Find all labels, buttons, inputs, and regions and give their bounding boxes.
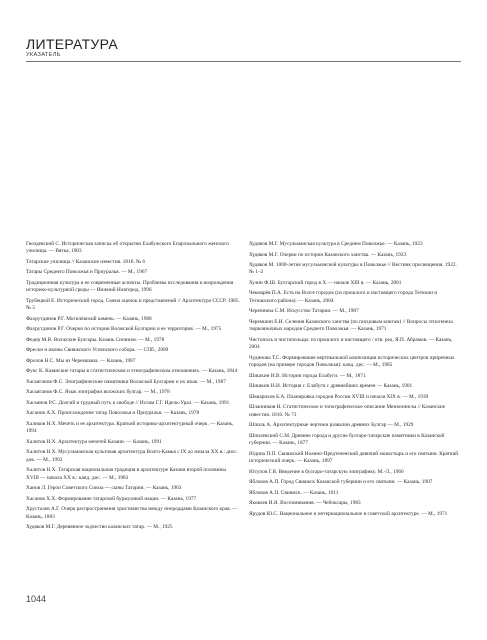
bibliography-entry: Татары Среднего Поволжья и Приуралья. — М., 1967 bbox=[26, 269, 148, 276]
bibliography-entry: Яблоков А.П. Свияжск. — Казань, 1911 bbox=[249, 489, 339, 496]
bibliography-entry: Хасьянов Р.С. Долгий и трудный путь к свободе // Ислам Г.Г. Идель-Урал. — Казань, 1991 bbox=[26, 399, 230, 406]
page-title: ЛИТЕРАТУРА bbox=[26, 36, 118, 52]
bibliography-entry: Худяков М.Г. Деревянное зодчество казанских татар. — М., 1925 bbox=[26, 524, 173, 531]
bibliography-entry: Традиционная культура и ее современные аспекты. Проблемы исследования и возрождения историко-культурной среды — Нижний Новгород, 1996 bbox=[26, 279, 234, 294]
bibliography-entry: Халитов Н.Х. Архитектура мечетей Казани. — Казань, 1991 bbox=[26, 438, 162, 445]
bibliography-entry: Халиков Н.Х. Мечеть и ее архитектура. Краткий историко-архитектурный очерк. — Казань, 1994 bbox=[26, 420, 234, 435]
bibliography-entry: Яблоков А.П. Город Свияжск Казанской губернии и его святыни. — Казань, 1907 bbox=[249, 479, 433, 486]
bibliography-entry: Чекмарёв П.А. Есть на Волге городок (из прошлого и настоящего города Тетюши и Тетюшского района). — Казань, 2004 bbox=[249, 290, 438, 304]
bibliography-entry: Фукс К. Казанские татары в статистическом и этнографическом отношениях. — Казань, 1844 bbox=[26, 368, 238, 375]
bibliography-entry: Фролов Н.С. Мы из Черемшана. — Казань, 1987 bbox=[26, 357, 136, 364]
bibliography-entry: Хасанов Х.Х. Формирование татарской буржуазной нации. — Казань, 1977 bbox=[26, 495, 197, 502]
header-rule bbox=[26, 61, 461, 62]
bibliography-entry: Фахрутдинов Р.Г. Очерки по истории Волжской Булгарии и ее территория. — М., 1975 bbox=[26, 326, 222, 333]
bibliography-entry: Фахрутдинов Р.Г. Могилёвский камень. — Казань, 1988 bbox=[26, 315, 152, 322]
bibliography-entry: Хасьяганов Ф.С. Эпиграфические памятники Волжской Булгарии и их язык. — М., 1987 bbox=[26, 378, 226, 385]
bibliography-column-left bbox=[26, 241, 240, 535]
bibliography-entry: Ханов Л. Герои Советского Союза — сыны Татарии. — Казань, 1963 bbox=[26, 485, 182, 492]
bibliography-entry: Ярудов Ю.С. Национальное и интернациональное в советской архитектуре. — М., 1971 bbox=[249, 510, 448, 517]
bibliography-entry: Шишкин Н.И. История г. Елабуги с древнейших времен — Казань, 1901 bbox=[249, 383, 413, 390]
bibliography-entry: Халитов Н.Х. Мусульманская культовая архитектура Волго-Камья с IX до начала XX в.: дисс. док. — М., 1992 bbox=[26, 449, 238, 463]
bibliography-entry: Хрусталев А.Г. Очерк распространения христианства между инородцами Казанского края. — Казань, 1883 bbox=[26, 506, 238, 520]
bibliography-entry: Яковлев И.Я. Воспоминания. — Чебоксары, 1983 bbox=[249, 500, 361, 507]
bibliography-entry: Черепнина С.М. Искусство Татарии. — М., 1987 bbox=[249, 308, 359, 315]
bibliography-column-right bbox=[249, 241, 463, 521]
bibliography-entry: Халитов Н.Х. Татарская национальная традиция в архитектуре Казани второй половины XVIII — начала XX в.: канд. дис. — М., 1983 bbox=[26, 467, 226, 481]
bibliography-entry: Хузин Ф.Ш. Булгарский город в X — начале XIII в. — Казань, 2001 bbox=[249, 279, 402, 286]
bibliography-entry: Худяков М. 1000-летие мусульманской культуры в Поволжье // Вестник просвещения. 1922. № 1–2 bbox=[249, 262, 457, 276]
page-subtitle: УКАЗАТЕЛЬ bbox=[26, 52, 61, 58]
bibliography-entry: Хасанов А.Х. Происхождение татар Поволжья и Приуралья. — Казань, 1978 bbox=[26, 410, 200, 417]
bibliography-entry: Чудинова Т.С. Формирование вертикальной композиции исторических центров приречных городов (на примере городов Поволжья): канд. дис. — М., 1985 bbox=[249, 354, 455, 369]
bibliography-entry: Трубецкой Е. Исторический город. Смена оценок и представлений // Архитектура СССР. 1985. № 5 bbox=[26, 297, 240, 312]
bibliography-entry: Татарские училища // Казанские известия. 1816. № 6 bbox=[26, 258, 146, 265]
bibliography-entry: Юдина П.П. Свияжский Иоанно-Предтеченский девичий монастырь и его святыни. Краткий исторический очерк. — Казань, 1897 bbox=[249, 450, 459, 465]
bibliography-entry: Худяков М.Г. Очерки по истории Казанского ханства. — Казань, 1923 bbox=[249, 251, 407, 258]
bibliography-entry: Шпилевский С.М. Древние города и другие булгаро-татарские памятники в Казанской губернии. — Казань, 1877 bbox=[249, 432, 445, 447]
bibliography-entry: Худяков М.Г. Мусульманская культура в Среднем Поволжье. — Казань, 1923 bbox=[249, 241, 423, 247]
bibliography-entry: Федер М.В. Волжские Булгары. Казань Сионизм. — М., 1978 bbox=[26, 336, 165, 343]
bibliography-entry: Чистополь и чистопольцы: из прошлого и настоящего / отв. ред. Я.П. Абрамов. — Казань, 2004 bbox=[249, 336, 453, 351]
page-number: 1044 bbox=[26, 594, 47, 604]
bibliography-entry: Хасьяганов Ф.С. Язык эпиграфии волжских булгар. — М., 1978 bbox=[26, 389, 170, 396]
bibliography-entry: Фрески и иконы Свияжского Успенского собора. — СПб., 2009 bbox=[26, 347, 169, 354]
bibliography-entry: Шкварихов Б.А. Планировка городов России XVIII и начала XIX в. — М., 1939 bbox=[249, 393, 429, 400]
bibliography-entry: Шлапников Н. Статистическое и топографическое описание Мензелинска // Казанские известия. 1816. № 73 bbox=[249, 404, 446, 418]
bibliography-entry: Шпиль А. Архитектурные чертежи развалин древних Булгар — М., 1929 bbox=[249, 422, 414, 429]
bibliography-entry: Юсупов Г.В. Введение в булгаро-татарскую эпиграфику. М.-Л., 1960 bbox=[249, 468, 404, 475]
bibliography-entry: Черемшин Е.Н. Селения Казанского ханства (по писцовым книгам) // Вопросы этногенеза тюркоязычных народов Среднего Поволжья. — Казань, 1971 bbox=[249, 318, 453, 333]
bibliography-entry: Гвоздевский С. Историческая записка об открытии Елабужского Епархиального женского училища. — Вятка, 1903 bbox=[26, 241, 229, 255]
bibliography-entry: Шишкин И.В. История города Елабуги. — М., 1871 bbox=[249, 372, 366, 379]
